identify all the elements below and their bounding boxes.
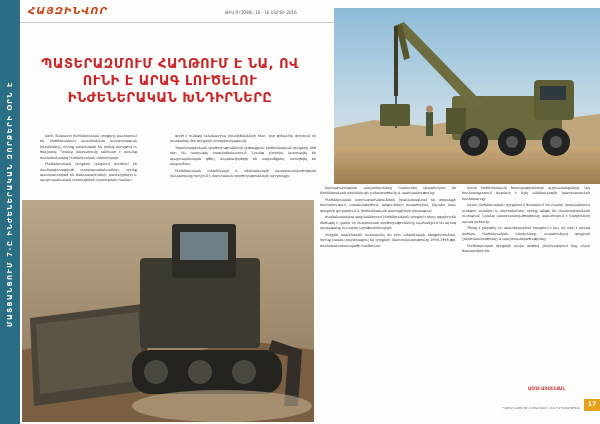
paragraph: Պետք է ընդգծել, որ պատերազմում հաղթում է նա, ով ունի է արագ լուծելու ինժեներական խնդիրները, ապահովելով զորքերի շարժունակությունը և պաշտպանվածությունը: bbox=[462, 226, 590, 242]
paragraph: Ժամանակակից պայմաններում ինժեներական զորքերի դերը զգալիորեն մեծացել է, քանի որ մարտական գործողությունները պահանջում են արագ արձագանք ու բարձր պրոֆեսիոնալիզմ: bbox=[320, 215, 456, 231]
text-column-1 bbox=[40, 134, 137, 185]
sidebar-title: ՄԱՏՑԱՆՑՈՒՄ 7-Ը ԻՆԺԵՆԵՐԱԿԱՆ ԶՈՐՔԵՐԻ ՕՐՆ Է bbox=[6, 81, 14, 327]
paragraph: գործ է ունեցել նմանատիպ իրավիճակների հետ, երբ թշնամին փորձում էր խափանել մեր զորքերի առաջխաղացումը: bbox=[170, 134, 316, 144]
text-column-4 bbox=[462, 186, 590, 256]
paragraph: նախարարության պաշտոնյաները համատեղ վերահսկում են ինժեներական տեխնիկայի շահագործումը և պահպանությունը: bbox=[320, 186, 456, 196]
page-number: 17 bbox=[584, 399, 600, 411]
sidebar-band bbox=[0, 0, 20, 424]
author-signature: ԱՇՈՏ ԱՌՍԵՆՅԱՆ bbox=[528, 386, 566, 391]
paragraph: Ինժեներական տեխնիկայի և անձնակազմի պատրաստվածության մակարդակը որոշում է մարտական գործողությունների արդյունքը: bbox=[170, 168, 316, 179]
paragraph: Այժմ, ճակատի ինժեներական զորքերը կատարում են ինժեներական ապահովման կարևորագույն խնդիրները, որոնք բազմազան են իրենց բնույթով ու ծավալով: Դրանց կատարումը անհնար է առանց ժամանակակից ինժեներական տեխնիկայի: bbox=[40, 134, 137, 160]
bulldozer-photo bbox=[22, 200, 314, 422]
text-column-2 bbox=[170, 134, 316, 181]
paragraph: Ինժեներական զորքերի կազմում գործում են մասնագիտացված ստորաբաժանումներ, որոնք պատրաստված են ճանապարհների, կամուրջների և պաշտպանական կառույցների կառուցման համար: bbox=[40, 162, 137, 183]
paragraph: Վերջին տարիներին կատարվել են նոր տեխնիկայի ձեռքբերումներ, որոնք էապես բարձրացրել են զորքերի մարտունակությունը 1994-1998 թթ. ժամանակահատվածի համեմատ: bbox=[320, 232, 456, 248]
paragraph: Ինժեներական ստորաբաժանումներն իրականացնում են տեղանքի հետախուզում, ականազերծում, անցումների ապահովում, ինչպես նաև զորքերի քողարկում և ինժեներական կառույցների կառուցում: bbox=[320, 198, 456, 213]
crane-vehicle-photo bbox=[334, 8, 600, 184]
paragraph: Այսօր ինժեներական զորքերում ծառայում են բարձր որակավորում ունեցող սպաներ և սերժանտներ, որոնք անցել են մասնագիտական ուսուցում: Նրանց պատրաստվածությունը ապահովում է խնդիրների արագ լուծումը: bbox=[462, 203, 590, 224]
paragraph: Պատերազմական գործողությունների ընթացքում ինժեներական զորքերը մեծ դեր են խաղացել ռազմաճակատում: Նրանց շնորհիվ կառուցվել են պաշտպանական գծեր, ականազերծվել են տարածքներ, ստեղծվել են անցումներ: bbox=[170, 146, 316, 167]
article-headline: ՊԱՏԵՐԱԶՄՈՒՄ ՀԱՂԹՈՒՄ Է ՆԱ, ՈՎ ՈՒՆԻ Է ԱՐԱԳ ԼՈՒԾԵԼՈՒ ԻՆԺԵՆԵՐԱԿԱՆ ԽՆԴԻՐՆԵՐԸ bbox=[41, 57, 299, 106]
paragraph: Ինժեներական զորքերի օրվա առթիվ շնորհավորում ենք բոլոր ծառայողներին: bbox=[462, 243, 590, 254]
text-column-3 bbox=[320, 186, 456, 250]
issue-line: ԹԻՎ 9 (1098), 10 - 16 ՄԱՐՏԻ 2016 bbox=[225, 10, 297, 15]
footer-text: ՊԱՇՏՈՆԱԹԵՐԹ ՀԱՅԱՍՏԱՆԻ ՀԱՆՐԱՊԵՏՈՒԹՅԱՆ bbox=[502, 406, 580, 410]
magazine-logo: ՀԱՅԶԻՆՎՈՐ bbox=[28, 6, 108, 17]
paragraph: մասի ինժեներական ծառայությունների աշխատանքները: Այս համատեքստում կարևոր է նշել անձնակազմի պատրաստման համակարգը: bbox=[462, 186, 590, 201]
